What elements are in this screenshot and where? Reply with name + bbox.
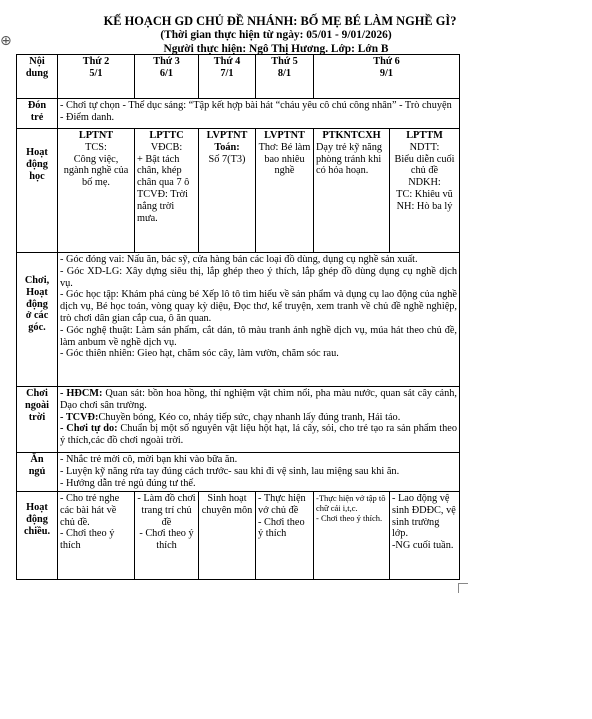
choi-goc-row (17, 253, 460, 387)
page-corner-marker (458, 583, 468, 593)
row-label-line: trời (28, 411, 46, 423)
lesson-line: VĐCB: (150, 141, 183, 153)
plan-title: KẾ HOẠCH GD CHỦ ĐỀ NHÁNH: BỐ MẸ BÉ LÀM NGHỀ GÌ? (103, 14, 457, 28)
outdoor-item-text: Quan sát: bồn hoa hồng, thí nghiệm vật chìm nổi, pha màu nước, quan sát cây cảnh, Dạo chơi sân trường. (60, 388, 457, 411)
afternoon-line: - Chơi theo ý thích (258, 516, 305, 540)
ngoai-troi-row (17, 387, 460, 453)
content-column-header (17, 55, 58, 99)
lesson-cell (199, 129, 256, 253)
meal-sleep-item: - Luyện kỹ năng rửa tay đúng cách trước- sau khi đi vệ sinh, lau miệng sau khi ăn. (60, 465, 400, 477)
play-corners (58, 253, 460, 387)
header-label-line: Nội (29, 56, 45, 67)
row-label-line: ngoài (24, 399, 50, 411)
afternoon-cell (256, 492, 314, 580)
row-label (17, 453, 58, 492)
lesson-subject: PTKNTCXH (322, 130, 381, 141)
row-label-line: góc. (28, 322, 46, 334)
hoat-dong-hoc-row (17, 129, 460, 253)
row-label-line: động (26, 298, 48, 310)
afternoon-line: - Chơi theo ý thích. (316, 513, 383, 523)
day-name: Thứ 4 (213, 56, 241, 67)
lesson-line: NDTT: (409, 141, 440, 153)
meal-sleep-item: - Hướng dẫn trẻ ngủ đúng tư thế. (60, 477, 196, 489)
play-corner-item: - Góc thiên nhiên: Gieo hạt, chăm sóc cây, làm vườn, chăm sóc rau. (60, 348, 339, 360)
chieu-row (17, 492, 460, 580)
plan-teacher: Người thực hiện: Ngô Thị Hương. Lớp: Lớn B (163, 43, 389, 55)
day-name: Thứ 2 (82, 56, 110, 67)
day-header (256, 55, 314, 99)
day-name: Thứ 6 (373, 56, 400, 67)
afternoon-line: -Thực hiện vở tập tô chữ cái i,t,c. (316, 493, 386, 513)
row-label (17, 253, 58, 387)
row-label-line: Hoạt (26, 502, 48, 513)
day-header (58, 55, 135, 99)
row-label-line: ngủ (28, 465, 46, 477)
outdoor-item-label: - HĐCM: (60, 388, 103, 399)
play-corner-item: - Góc đóng vai: Nấu ăn, bác sỹ, cửa hàng bán các loại đồ dùng, dụng cụ nghề sản xuất. (60, 254, 418, 265)
afternoon-line: -NG cuối tuần. (392, 540, 454, 552)
don-tre-text: - Chơi tự chọn - Thể dục sáng: “Tập kết hợp bài hát “cháu yêu cô chú công nhân” - Trò chuyện - Điểm danh. (58, 99, 460, 129)
day-date: 5/1 (89, 67, 103, 79)
afternoon-cell (135, 492, 199, 580)
lesson-line: NDKH: (408, 177, 441, 189)
afternoon-line: - Lao động vệ sinh ĐDĐC, vệ sinh trường lớp. (392, 493, 456, 540)
row-label-line: ở các (25, 310, 49, 322)
row-label-line: Hoạt (26, 147, 48, 158)
lesson-cell (256, 129, 314, 253)
row-label-line: học (29, 170, 45, 182)
an-ngu-row (17, 453, 460, 492)
lesson-cell (58, 129, 135, 253)
afternoon-cell (58, 492, 135, 580)
lesson-cell (314, 129, 390, 253)
header-label-line: dung (25, 67, 49, 79)
lesson-cell (135, 129, 199, 253)
lesson-line: TC: Khiêu vũ (396, 188, 453, 200)
row-label (17, 387, 58, 453)
outdoor-item-label: - Chơi tự do: (60, 423, 118, 435)
afternoon-line: - Chơi theo ý thích (139, 528, 194, 552)
row-label-line: động (26, 513, 48, 525)
afternoon-line: - Làm đồ chơi trang trí chủ đề (137, 493, 196, 528)
day-name: Thứ 5 (271, 56, 298, 67)
don-tre-row (17, 99, 460, 129)
lesson-line: Số 7(T3) (208, 153, 246, 165)
row-label-line: trẻ (30, 111, 44, 123)
table-header-row (17, 55, 460, 99)
afternoon-cell (199, 492, 256, 580)
outdoor-item-text: Chuyền bóng, Kéo co, nhảy tiếp sức, chạy nhanh lấy đúng tranh, Hái táo. (98, 411, 401, 423)
meal-sleep (58, 453, 460, 492)
row-label-line: Hoạt (26, 286, 48, 298)
row-label-line: Chơi (26, 388, 48, 399)
afternoon-cell (390, 492, 460, 580)
day-header (135, 55, 199, 99)
lesson-subject: LVPTNT (264, 130, 305, 141)
play-corner-item: - Góc học tập: Khám phá cùng bé Xếp lô tô tìm hiểu về sản phẩm và dụng cụ lao động của nghề dịch vụ, Bé học toán, vòng quay kỳ diệu, Đọc thơ, kể truyện, xem tranh về chủ đề nghề nghiệp, trò chơi dân gian cắp cua, ô ăn quan. (60, 289, 457, 324)
lesson-line: Thơ: Bé làm bao nhiêu nghề (258, 141, 311, 177)
afternoon-line: - Cho trẻ nghe các bài hát về chủ đề. (60, 493, 120, 528)
row-label (17, 129, 58, 253)
lesson-subject: LPTNT (78, 130, 114, 141)
day-date: 8/1 (277, 67, 292, 79)
afternoon-line: - Chơi theo ý thích (60, 528, 115, 552)
lesson-subject: LPTTM (406, 130, 443, 141)
outdoor-item (60, 388, 457, 412)
outdoor-item (60, 423, 457, 447)
lesson-line: + Bật tách chân, khép chân qua 7 ô (137, 153, 190, 189)
lesson-subject: LPTTC (149, 130, 184, 141)
outdoor-item-text: Chuẩn bị một số nguyên vật liệu hột hạt, lá cây, sỏi, cho trẻ tạo ra sản phẩm theo ý thích,các đồ chơi ngoài trời. (60, 423, 457, 447)
row-label-line: Ăn (30, 454, 44, 465)
afternoon-line: Sinh hoạt chuyên môn (201, 493, 253, 516)
lesson-line: Công việc, ngành nghề của bố mẹ. (63, 153, 129, 189)
afternoon-cell (314, 492, 390, 580)
plan-time: (Thời gian thực hiện từ ngày: 05/01 - 9/01/2026) (160, 29, 392, 41)
row-label (17, 99, 58, 129)
lesson-cell (390, 129, 460, 253)
meal-sleep-item: - Nhắc trẻ mời cô, mời bạn khi vào bữa ăn. (60, 454, 238, 465)
lesson-subject: LVPTNT (206, 130, 248, 141)
outdoor-item-label: - TCVĐ: (60, 411, 99, 423)
row-label (17, 492, 58, 580)
lesson-line: TCS: (85, 141, 107, 153)
row-label-line: động (26, 158, 48, 170)
table-move-handle-icon[interactable]: ⊕ (0, 33, 12, 49)
outdoor-activities (58, 387, 460, 453)
play-corner-item: - Góc nghệ thuật: Làm sản phẩm, cắt dán, tô màu tranh ảnh nghề dịch vụ, múa hát theo chủ đề, làm anbum về nghề dịch vụ. (60, 324, 457, 348)
lesson-line: Dạy trẻ kỹ năng phòng tránh khi có hỏa hoạn. (316, 141, 383, 177)
row-label-line: chiều. (23, 525, 51, 537)
day-header (314, 55, 460, 99)
day-name: Thứ 3 (153, 56, 180, 67)
day-date: 7/1 (220, 67, 234, 79)
day-header (199, 55, 256, 99)
lesson-line: NH: Hò ba lý (396, 200, 453, 212)
row-label-line: Chơi, (24, 275, 50, 286)
day-date: 9/1 (379, 67, 394, 79)
lesson-line: TCVĐ: Trời nắng trời mưa. (137, 188, 188, 224)
lesson-line: Biểu diễn cuối chủ đề (394, 153, 455, 177)
play-corner-item: - Góc XD-LG: Xây dựng siêu thị, lắp ghép theo ý thích, lắp ghép đồ dùng dụng cụ nghề dịch vụ. (60, 265, 457, 289)
afternoon-line: - Thực hiện vở chủ đề (258, 493, 306, 516)
row-label-line: Đón (27, 100, 47, 111)
day-date: 6/1 (159, 67, 174, 79)
outdoor-item (60, 412, 457, 424)
plan-table (16, 54, 460, 580)
lesson-line: Toán: (214, 141, 240, 153)
